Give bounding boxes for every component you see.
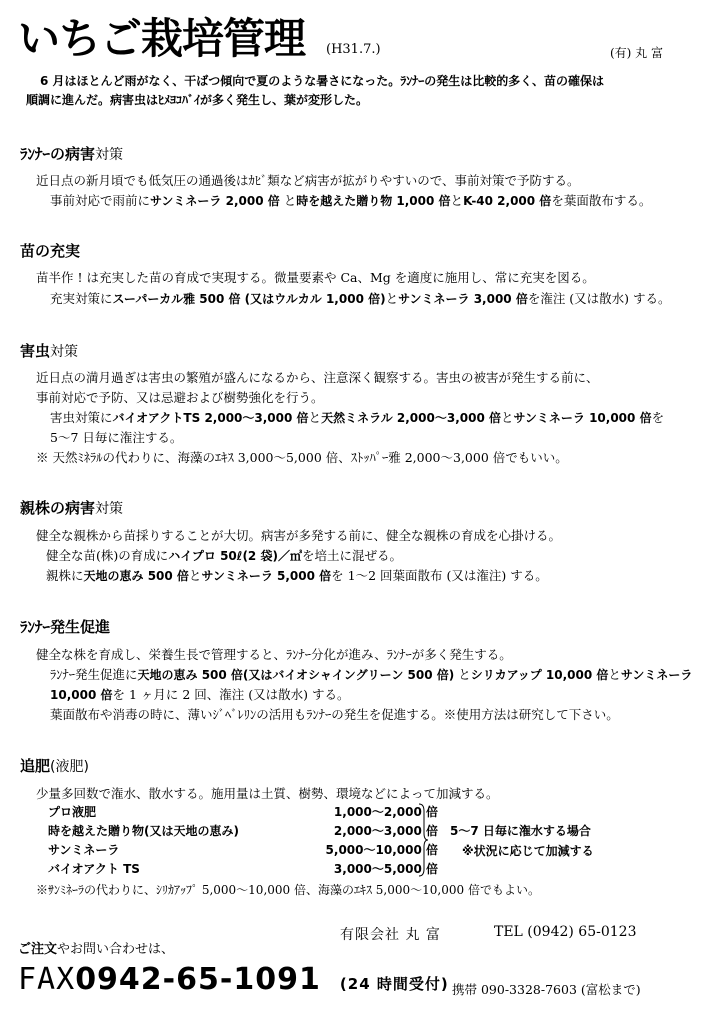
page-title: いちご栽培管理 (18, 14, 306, 63)
product-highlight: サンミネーラ (620, 668, 693, 682)
company-name-footer: 有限会社 丸 富 (340, 927, 441, 943)
s1-line-1: 近日点の新月頃でも低気圧の通過後はｶﾋﾞ類など病害が拡がりやすいので、事前対策で予防する。 (36, 173, 580, 188)
section-heading-parent-plants (20, 497, 123, 518)
s4-line-1: 健全な親株から苗採りすることが大切。病害が多発する前に、健全な親株の育成を心掛ける。 (36, 528, 562, 543)
heading-sub: 対策 (95, 147, 124, 163)
section-heading-seedlings (20, 240, 80, 261)
product-highlight: K-40 2,000 倍 (463, 194, 552, 208)
table-row (48, 860, 438, 879)
curly-brace-icon (418, 803, 428, 877)
fertilizer-name: プロ液肥 (48, 805, 97, 819)
text: を葉面散布する。 (551, 193, 652, 208)
product-highlight: 10,000 倍 (50, 688, 113, 702)
text: と (188, 568, 202, 583)
fertilizer-name: 時を越えた贈り物(又は天地の恵み) (48, 824, 239, 838)
product-highlight: サンミネーラ 2,000 倍 (150, 194, 280, 208)
text: 害虫対策に (50, 410, 113, 425)
s3-line-1: 近日点の満月過ぎは害虫の繁殖が盛んになるから、注意深く観察する。害虫の被害が発生する前に、 (36, 370, 599, 385)
inquiry-text (18, 938, 174, 957)
table-row (48, 841, 438, 860)
fax-label: FAX (18, 962, 76, 997)
company-name-header: (有) 丸 富 (610, 46, 663, 60)
text: と (279, 193, 297, 208)
s3-line-2: 事前対応で予防、又は忌避および樹勢強化を行う。 (36, 390, 324, 405)
product-highlight: 時を越えた贈り物 1,000 倍 (296, 194, 451, 208)
text: 健全な苗(株)の育成に (46, 548, 169, 563)
s4-line-3 (46, 566, 548, 586)
section-heading-pests (20, 340, 78, 361)
s3-line-3 (50, 408, 664, 428)
product-highlight: 天地の恵み 500 倍 (83, 569, 189, 583)
intro-paragraph (26, 72, 700, 110)
order-label: ご注文 (18, 942, 58, 957)
issue-date: (H31.7.) (326, 42, 381, 57)
s2-line-2 (50, 289, 671, 309)
product-highlight: スーパーカル雅 500 倍 (又はウルカル 1,000 倍) (112, 292, 386, 306)
table-row (48, 803, 438, 822)
fax-number: 0942-65-1091 (75, 962, 321, 997)
heading-text: 苗の充実 (20, 242, 81, 260)
heading-text: ﾗﾝﾅｰ発生促進 (20, 618, 111, 636)
text: やお問い合わせは、 (57, 942, 175, 957)
intro-line-1: 6 月はほとんど雨がなく、干ばつ傾向で夏のような暑さになった。ﾗﾝﾅｰの発生は比較的多く、苗の確保は (40, 74, 605, 88)
dilution-rate: 5,000～10,000 倍 (325, 843, 438, 857)
dilution-rate: 3,000～5,000 倍 (333, 862, 438, 876)
product-highlight: サンミネーラ 3,000 倍 (398, 292, 528, 306)
text: と (385, 291, 399, 306)
section-heading-top-dressing (20, 755, 89, 776)
heading-sub: 対策 (95, 501, 124, 517)
heading-sub: 対策 (50, 344, 79, 360)
s5-line-2 (50, 665, 692, 685)
s5-line-3 (50, 685, 350, 705)
text: と (308, 410, 322, 425)
heading-text: ﾗﾝﾅｰの病害 (20, 145, 96, 163)
text: を 1～2 回葉面散布 (又は潅注) する。 (331, 568, 548, 583)
watering-interval-note: 5～7 日毎に潅水する場合 (450, 824, 591, 838)
heading-text: 追肥 (20, 757, 51, 775)
fax-line (18, 962, 449, 997)
s4-line-2 (46, 546, 402, 566)
text: 充実対策に (50, 291, 113, 306)
heading-sub: (液肥) (50, 759, 89, 775)
dilution-rate: 2,000～3,000 倍 (333, 824, 438, 838)
s3-line-4: 5～7 日毎に潅注する。 (50, 430, 183, 445)
s6-note: ※ｻﾝﾐﾈｰﾗの代わりに、ｼﾘｶｱｯﾌﾟ 5,000～10,000 倍、海藻のｴｷｽ 5,000～10,000 倍でもよい。 (36, 883, 540, 897)
fax-hours: (24 時間受付) (339, 975, 449, 993)
s3-note: ※ 天然ﾐﾈﾗﾙの代わりに、海藻のｴｷｽ 3,000～5,000 倍、ｽﾄｯﾊﾟｰ雅 2,000～3,000 倍でもいい。 (36, 450, 568, 465)
fertilizer-table (48, 803, 438, 879)
text: 親株に (46, 568, 84, 583)
s2-line-1: 苗半作 ! は充実した苗の育成で実現する。微量要素や Ca、Mg を適度に施用し、常に充実を図る。 (36, 270, 595, 285)
text: 事前対応で雨前に (50, 193, 151, 208)
s1-line-2 (50, 191, 651, 211)
text: と (454, 667, 471, 682)
section-heading-runner-promotion (20, 616, 110, 637)
product-highlight: 天然ミネラル 2,000～3,000 倍 (321, 411, 501, 425)
text: と (450, 193, 464, 208)
fertilizer-name: サンミネーラ (48, 843, 120, 857)
fertilizer-name: バイオアクト TS (48, 862, 140, 876)
text: と (608, 667, 621, 682)
product-highlight: サンミネーラ 5,000 倍 (201, 569, 332, 583)
s5-line-4: 葉面散布や消毒の時に、薄いｼﾞﾍﾞﾚﾘﾝの活用もﾗﾝﾅｰの発生を促進する。※使用方法は研究して下さい。 (50, 707, 619, 722)
adjust-note: ※状況に応じて加減する (462, 844, 594, 858)
s6-line-1: 少量多回数で潅水、散水する。施用量は土質、樹勢、環境などによって加減する。 (36, 786, 499, 801)
heading-text: 害虫 (20, 342, 51, 360)
product-highlight: 天地の恵み 500 倍(又はバイオシャイングリーン 500 倍) (137, 668, 455, 682)
intro-line-2: 順調に進んだ。病害虫はﾋﾒﾖｺﾊﾞｲが多く発生し、葉が変形した。 (26, 93, 369, 107)
product-highlight: サンミネーラ 10,000 倍 (513, 411, 652, 425)
section-heading-runner-disease (20, 143, 123, 164)
mobile-number: 携帯 090-3328-7603 (富松まで) (452, 982, 641, 997)
text: を 1 ヶ月に 2 回、潅注 (又は散水) する。 (112, 687, 350, 702)
telephone-number: TEL (0942) 65-0123 (494, 924, 637, 940)
dilution-rate: 1,000～2,000 倍 (333, 805, 438, 819)
text: を培土に混ぜる。 (301, 548, 402, 563)
text: を (651, 410, 665, 425)
heading-text: 親株の病害 (20, 499, 96, 517)
text: と (500, 410, 514, 425)
product-highlight: ハイプロ 50ℓ(2 袋)／㎥ (168, 549, 302, 563)
table-row (48, 822, 438, 841)
text: を潅注 (又は散水) する。 (527, 291, 671, 306)
s5-line-1: 健全な株を育成し、栄養生長で管理すると、ﾗﾝﾅｰ分化が進み、ﾗﾝﾅｰが多く発生する。 (36, 647, 512, 662)
product-highlight: シリカアップ 10,000 倍 (470, 668, 609, 682)
text: ﾗﾝﾅｰ発生促進に (50, 667, 138, 682)
product-highlight: バイオアクトTS 2,000～3,000 倍 (112, 411, 309, 425)
